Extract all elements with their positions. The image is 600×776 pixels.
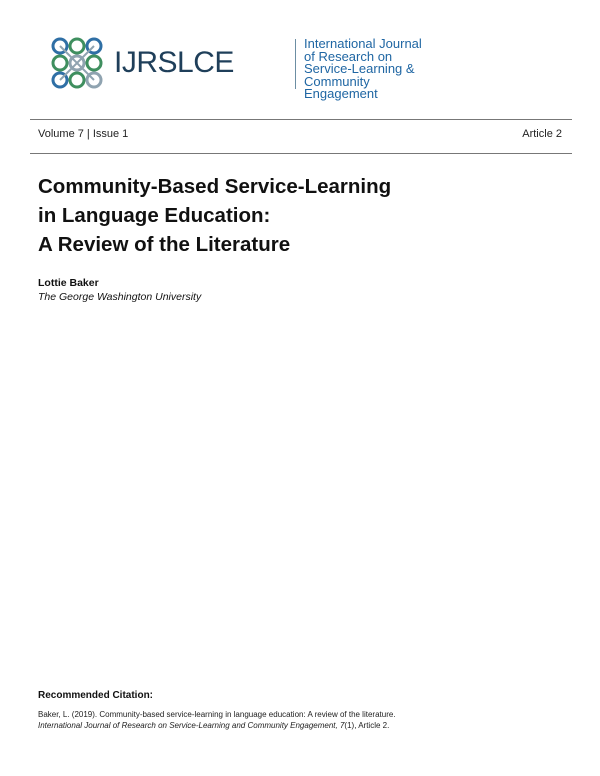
citation-volume: 7 bbox=[339, 721, 345, 730]
citation-heading: Recommended Citation: bbox=[38, 690, 154, 701]
bottom-rule bbox=[30, 153, 572, 154]
journal-name-line: Community Engagement bbox=[304, 73, 378, 101]
logo-divider bbox=[295, 39, 296, 89]
journal-logo-icon bbox=[48, 34, 106, 92]
title-line: A Review of the Literature bbox=[38, 233, 291, 256]
author-name: Lottie Baker bbox=[38, 277, 99, 289]
citation-text: Baker, L. (2019). Community-based service-learning in language education: A review of the literature. bbox=[38, 710, 396, 719]
citation-source bbox=[38, 721, 389, 730]
article-number: Article 2 bbox=[522, 128, 562, 140]
journal-name-line: International Journal bbox=[304, 36, 422, 51]
journal-logo bbox=[48, 34, 428, 101]
top-rule bbox=[30, 119, 572, 120]
volume-issue: Volume 7 | Issue 1 bbox=[38, 128, 129, 140]
author-affiliation: The George Washington University bbox=[38, 291, 202, 303]
citation-issue: (1), Article 2. bbox=[344, 721, 390, 730]
article-title bbox=[38, 172, 558, 259]
journal-name-line: of Research on bbox=[304, 48, 393, 64]
journal-full-name bbox=[304, 38, 428, 101]
title-line: Community-Based Service-Learning bbox=[38, 175, 392, 198]
journal-acronym: IJRSLCE bbox=[114, 46, 234, 79]
citation-journal: International Journal of Research on Service-Learning and Community Engagement, bbox=[38, 721, 338, 730]
journal-name-line: Service-Learning & bbox=[304, 61, 415, 76]
title-line: in Language Education: bbox=[38, 204, 271, 227]
